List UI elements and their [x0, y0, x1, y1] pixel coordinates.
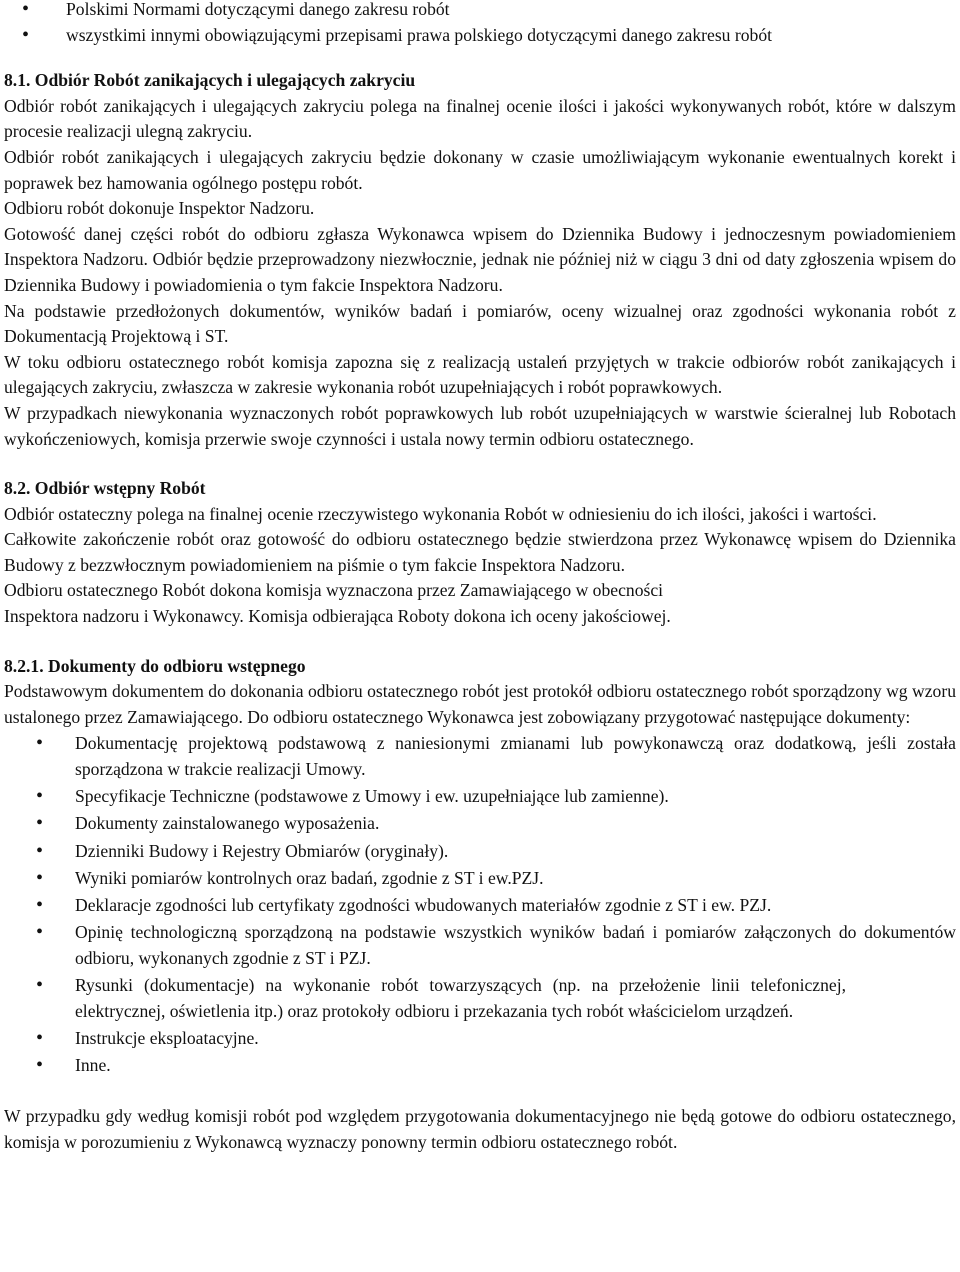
- section-8-2-1: [4, 654, 956, 1156]
- list-item: • Dzienniki Budowy i Rejestry Obmiarów (oryginały).: [75, 839, 956, 865]
- list-item: • Polskimi Normami dotyczącymi danego zakresu robót: [66, 0, 956, 23]
- paragraph: W przypadku gdy według komisji robót pod względem przygotowania dokumentacyjnego nie będą gotowe do odbioru ostatecznego, komisja w porozumieniu z Wykonawcą wyznaczy ponowny termin odbioru ostatecznego robót.: [4, 1106, 956, 1152]
- list-item: • Dokumentację projektową podstawową z naniesionymi zmianami lub powykonawczą oraz dodatkową, jeśli została sporządzona w trakcie realizacji Umowy.: [75, 731, 956, 782]
- list-item: • Opinię technologiczną sporządzoną na podstawie wszystkich wyników badań i pomiarów załączonych do dokumentów odbioru, wykonanych zgodnie z ST i PZJ.: [75, 920, 956, 971]
- list-item: • Rysunki (dokumentacje) na wykonanie robót towarzyszących (np. na przełożenie linii telefonicznej, elektrycznej, oświetlenia itp.) oraz protokoły odbioru i przekazania tych robót właścicielom urządzeń.: [75, 973, 956, 1024]
- paragraph: W toku odbioru ostatecznego robót komisja zapozna się z realizacją ustaleń przyjętych w trakcie odbiorów robót zanikających i ulegających zakryciu, zwłaszcza w zakresie wykonania robót uzupełniających i robót poprawkowych.: [4, 351, 956, 398]
- list-item: • Deklaracje zgodności lub certyfikaty zgodności wbudowanych materiałów zgodnie z ST i ew. PZJ.: [75, 893, 956, 919]
- paragraph: Odbiór robót zanikających i ulegających zakryciu będzie dokonany w czasie umożliwiającym wykonanie ewentualnych korekt i poprawek bez hamowania ogólnego postępu robót.: [4, 146, 956, 193]
- paragraph: Odbioru ostatecznego Robót dokona komisja wyznaczona przez Zamawiającego w obecności: [4, 580, 664, 601]
- paragraph: Inspektora nadzoru i Wykonawcy. Komisja odbierająca Roboty dokona ich oceny jakościowej.: [4, 606, 671, 627]
- paragraph: W przypadkach niewykonania wyznaczonych robót poprawkowych lub robót uzupełniających w warstwie ścieralnej lub Robotach wykończeniowych, komisja przerwie swoje czynności i ustala nowy termin odbioru ostatecznego.: [4, 402, 956, 449]
- section-heading: 8.1. Odbiór Robót zanikających i ulegających zakryciu: [4, 70, 416, 91]
- paragraph: Gotowość danej części robót do odbioru zgłasza Wykonawca wpisem do Dziennika Budowy i jednoczesnym powiadomieniem Inspektora Nadzoru. Odbiór będzie przeprowadzony niezwłocznie, jednak nie później niż w ciągu 3 dni od daty zgłoszenia wpisem do Dziennika Budowy i powiadomienia o tym fakcie Inspektora Nadzoru.: [4, 223, 956, 295]
- section-8-2: [4, 476, 956, 630]
- section-8-1: [4, 68, 956, 452]
- documents-list: [4, 731, 956, 1078]
- paragraph: Odbiór ostateczny polega na finalnej ocenie rzeczywistego wykonania Robót w odniesieniu do ich ilości, jakości i wartości.: [4, 503, 877, 524]
- list-item: • Instrukcje eksploatacyjne.: [75, 1026, 956, 1052]
- paragraph: Całkowite zakończenie robót oraz gotowość do odbioru ostatecznego będzie stwierdzona przez Wykonawcę wpisem do Dziennika Budowy z bezzwłocznym powiadomieniem na piśmie o tym fakcie Inspektora Nadzoru.: [4, 529, 956, 575]
- list-item: • Inne.: [75, 1053, 956, 1079]
- list-item: • Wyniki pomiarów kontrolnych oraz badań, zgodnie z ST i ew.PZJ.: [75, 866, 956, 892]
- paragraph: Na podstawie przedłożonych dokumentów, wyników badań i pomiarów, oceny wizualnej oraz zgodności wykonania robót z Dokumentacją Projektową i ST.: [4, 300, 956, 347]
- paragraph: Odbioru robót dokonuje Inspektor Nadzoru.: [4, 198, 315, 219]
- list-item: • Dokumenty zainstalowanego wyposażenia.: [75, 811, 956, 837]
- section-heading: 8.2. Odbiór wstępny Robót: [4, 478, 206, 499]
- intro-bullet-list: [4, 0, 956, 48]
- section-heading: 8.2.1. Dokumenty do odbioru wstępnego: [4, 655, 306, 676]
- paragraph: Odbiór robót zanikających i ulegających zakryciu polega na finalnej ocenie ilości i jakości wykonywanych robót, które w dalszym procesie realizacji ulegną zakryciu.: [4, 95, 956, 142]
- paragraph: Podstawowym dokumentem do dokonania odbioru ostatecznego robót jest protokół odbioru ostatecznego robót sporządzony wg wzoru ustalonego przez Zamawiającego. Do odbioru ostatecznego Wykonawca jest zobowiązany przygotować następujące dokumenty:: [4, 681, 956, 727]
- list-item: • Specyfikacje Techniczne (podstawowe z Umowy i ew. uzupełniające lub zamienne).: [75, 784, 956, 810]
- list-item: • wszystkimi innymi obowiązującymi przepisami prawa polskiego dotyczącymi danego zakresu robót: [66, 23, 956, 49]
